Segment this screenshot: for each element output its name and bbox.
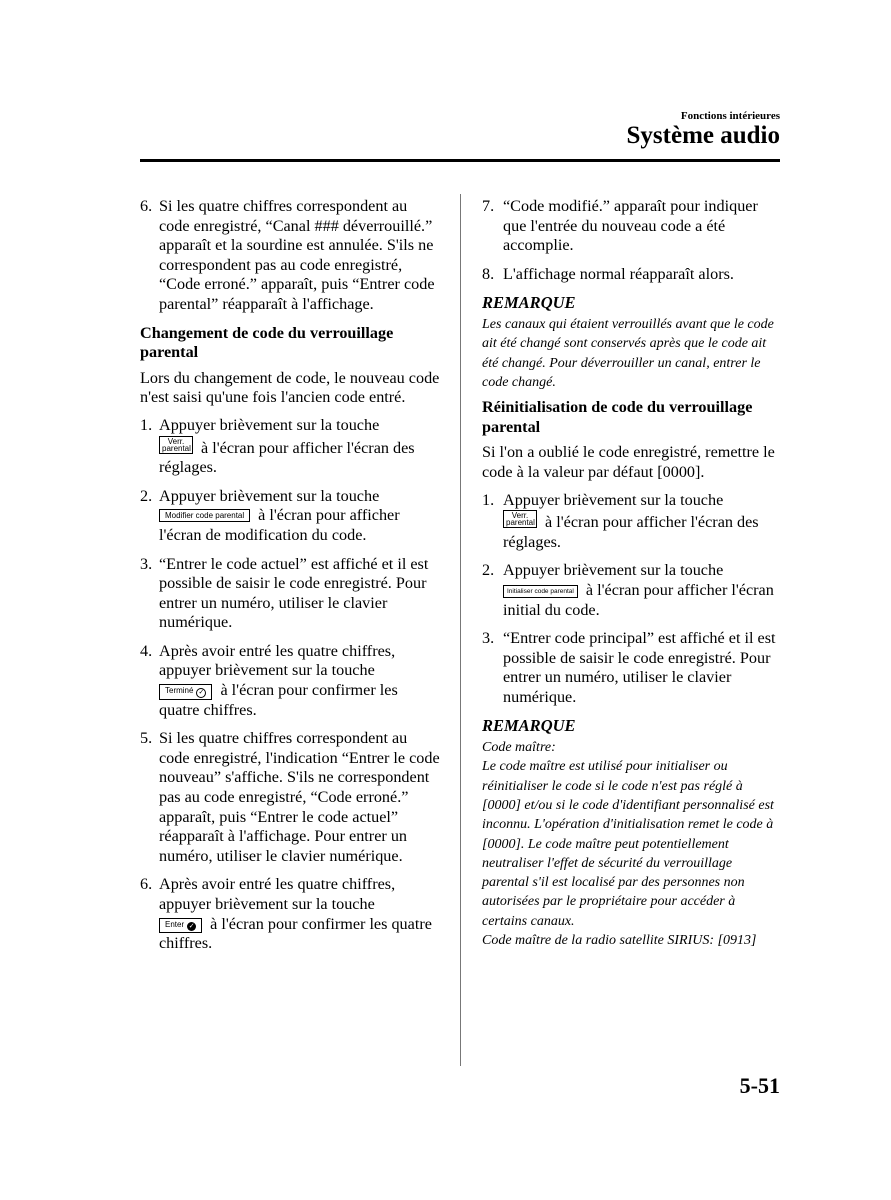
remark-text: Les canaux qui étaient verrouillés avant que le code ait été changé sont conservés après que le code ait été changé. Pour déverrouiller un canal, entrer le code changé. <box>482 316 774 390</box>
step-text-before: Après avoir entré les quatre chiffres, appuyer brièvement sur la touche <box>159 641 396 680</box>
step-number: 8. <box>482 264 495 283</box>
step-text-before: Appuyer brièvement sur la touche <box>503 490 724 509</box>
list-item <box>140 555 440 633</box>
step-text-after: à l'écran pour confirmer les quatre chiffres. <box>159 914 432 953</box>
list-item <box>140 416 440 478</box>
step-number: 7. <box>482 197 495 215</box>
step-text-before: Appuyer brièvement sur la touche <box>159 486 380 505</box>
remark-text <box>482 738 782 950</box>
left-column <box>140 197 440 963</box>
parental-lock-button[interactable] <box>503 510 537 528</box>
remark-line: Code maître de la radio satellite SIRIUS: [0913] <box>482 933 757 949</box>
parental-lock-button[interactable] <box>159 436 193 454</box>
step-text <box>503 491 782 553</box>
reset-parental-code-button[interactable]: Initialiser code parental <box>503 585 578 598</box>
step-text-after: à l'écran pour afficher l'écran de modification du code. <box>159 506 400 544</box>
step-number: 1. <box>482 490 495 509</box>
list-item <box>140 729 440 866</box>
step-number: 2. <box>482 561 495 580</box>
remark-line: Code maître: <box>482 740 556 756</box>
button-label-line2: parental <box>506 518 535 528</box>
section-label: Fonctions intérieures <box>680 110 780 122</box>
section-heading: Changement de code du verrouillage parental <box>140 323 394 362</box>
step-number: 1. <box>140 415 153 434</box>
list-item <box>482 491 782 553</box>
step-text-before: Appuyer brièvement sur la touche <box>159 415 380 434</box>
step-text <box>159 875 440 953</box>
check-circle-outline-icon: ✓ <box>196 688 206 698</box>
step-text <box>503 561 782 620</box>
step-number: 5. <box>140 729 153 748</box>
remark-heading: REMARQUE <box>482 716 576 736</box>
step-text-before: Appuyer brièvement sur la touche <box>503 561 724 580</box>
button-label-line1: Verr. <box>167 436 185 446</box>
page-number: 5-51 <box>739 1073 780 1098</box>
step-text-after: à l'écran pour confirmer les quatre chiffres. <box>159 681 398 719</box>
step-number: 6. <box>140 875 153 894</box>
step-text: “Code modifié.” apparaît pour indiquer que l'entrée du nouveau code a été accomplie. <box>503 197 758 255</box>
modify-parental-code-button[interactable]: Modifier code parental <box>159 509 250 522</box>
step-text-after: à l'écran pour afficher l'écran des réglages. <box>159 438 415 477</box>
steps-list <box>140 416 440 954</box>
step-text-after: à l'écran pour afficher l'écran initial du code. <box>503 580 774 619</box>
list-item <box>140 197 440 315</box>
steps-list-top <box>482 197 782 284</box>
right-column <box>482 197 782 950</box>
step-text: “Entrer code principal” est affiché et il est possible de saisir le code enregistré. Pour entrer un numéro, utiliser le clavier numérique. <box>503 629 776 706</box>
step-text-after: à l'écran pour afficher l'écran des réglages. <box>503 513 759 551</box>
button-label: Enter <box>165 919 185 929</box>
section-intro: Lors du changement de code, le nouveau code n'est saisi qu'une fois l'ancien code entré. <box>140 368 440 407</box>
step-text: Si les quatre chiffres correspondent au code enregistré, “Canal ### déverrouillé.” apparaît et la sourdine est annulée. S'ils ne correspondent pas au code enregistré, “Code erroné.” apparaît, puis “Entrer code parental” réapparaît à l'affichage. <box>159 197 435 313</box>
button-label-line1: Verr. <box>511 511 529 521</box>
step-number: 6. <box>140 197 153 215</box>
step-text: Si les quatre chiffres correspondent au code enregistré, l'indication “Entrer le code nouveau” s'affiche. S'ils ne correspondent pas au code enregistré, “Code erroné.” apparaît, puis “Entrer le code actuel” réapparaît à l'affichage. Pour entrer un numéro, utiliser le clavier numérique. <box>159 729 440 865</box>
step-text-before: Après avoir entré les quatre chiffres, appuyer brièvement sur la touche <box>159 875 396 913</box>
step-text: L'affichage normal réapparaît alors. <box>503 264 734 283</box>
list-item <box>482 561 782 620</box>
remark-paragraph: Le code maître est utilisé pour initialiser ou réinitialiser le code si le code n'est pas réglé à [0000] et/ou si le code d'identifiant personnalisé est inconnu. L'opération d'initialisation remet le code à [0000]. Le code maître peut potentiellement neutraliser l'effet de sécurité du verrouillage parental s'il est localisé par des personnes non autorisées par le propriétaire pour accéder à certains canaux. <box>482 759 774 929</box>
step-number: 2. <box>140 486 153 505</box>
page-title: Système audio <box>626 122 780 149</box>
step-number: 3. <box>482 629 495 648</box>
step-text <box>159 416 440 478</box>
step-text <box>159 642 440 720</box>
list-item <box>482 265 782 285</box>
steps-list <box>482 491 782 708</box>
step-number: 3. <box>140 554 153 573</box>
header-rule <box>140 159 780 162</box>
check-circle-solid-icon: ✓ <box>188 922 195 930</box>
steps-list-top <box>140 197 440 315</box>
step-text <box>159 487 440 546</box>
list-item <box>140 642 440 720</box>
remark-heading: REMARQUE <box>482 293 576 313</box>
list-item <box>482 629 782 707</box>
list-item <box>140 487 440 546</box>
list-item <box>140 875 440 953</box>
section-heading: Réinitialisation de code du verrouillage parental <box>482 398 753 436</box>
section-intro: Si l'on a oublié le code enregistré, remettre le code à la valeur par défaut [0000]. <box>482 443 775 481</box>
button-label: Terminé <box>165 686 194 696</box>
enter-button[interactable] <box>159 918 202 933</box>
list-item <box>482 197 782 256</box>
step-number: 4. <box>140 641 153 660</box>
column-divider <box>460 194 461 1066</box>
button-label-line2: parental <box>162 443 191 453</box>
done-button[interactable] <box>159 684 212 700</box>
step-text: “Entrer le code actuel” est affiché et il est possible de saisir le code enregistré. Pour entrer un numéro, utiliser le clavier numérique. <box>159 554 429 632</box>
